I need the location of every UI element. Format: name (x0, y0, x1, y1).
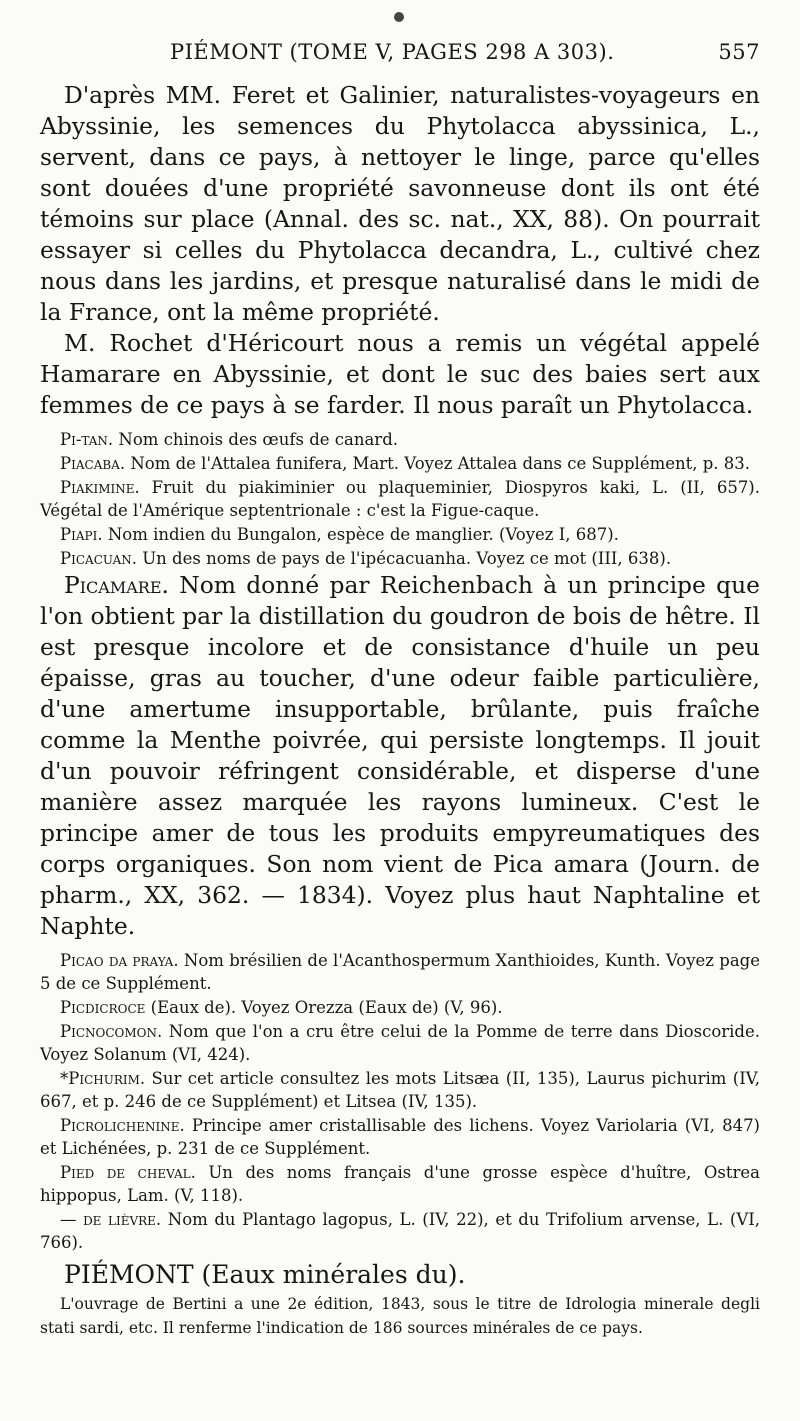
entry-pied-de-cheval (40, 1161, 760, 1207)
entry-pied-de-lievre (40, 1208, 760, 1254)
entry-picacuan (40, 547, 760, 570)
paragraph-hamarare: M. Rochet d'Héricourt nous a remis un végétal appelé Hamarare en Abyssinie, et dont le suc des baies sert aux femmes de ce pays à se farder. Il nous paraît un Phytolacca. (40, 329, 760, 419)
entry-text: Nom brésilien de l'Acanthospermum Xanthioides, Kunth. Voyez page 5 de ce Supplément. (40, 951, 760, 993)
entry-term: Piakimine. (60, 478, 140, 497)
entry-picnocomon (40, 1020, 760, 1066)
entry-picamare (40, 570, 760, 942)
entry-pichurim (40, 1067, 760, 1113)
entry-term: Picdicroce (60, 998, 146, 1017)
entry-text: Un des noms français d'une grosse espèce d'huître, Ostrea hippopus, Lam. (V, 118). (40, 1163, 760, 1205)
page-body (40, 80, 760, 1340)
ink-dot (394, 12, 404, 22)
entry-term: Picao da praya. (60, 951, 179, 970)
entry-text: Principe amer cristallisable des lichens. Voyez Variolaria (VI, 847) et Lichénées, p. 231 de ce Supplément. (40, 1116, 760, 1158)
entry-term: Picnocomon. (60, 1022, 163, 1041)
paragraph-phytolacca: D'après MM. Feret et Galinier, naturalistes-voyageurs en Abyssinie, les semences du Phytolacca abyssinica, L., servent, dans ce pays, à nettoyer le linge, parce qu'elles sont douées d'une propriété savonneuse dont ils ont été témoins sur place (Annal. des sc. nat., XX, 88). On pourrait essayer si celles du Phytolacca decandra, L., cultivé chez nous dans les jardins, et presque naturalisé dans le midi de la France, ont la même propriété. (40, 81, 760, 326)
entry-picao (40, 949, 760, 995)
running-title: PIÉMONT (TOME V, PAGES 298 A 303). (170, 40, 615, 64)
entry-text: Nom indien du Bungalon, espèce de manglier. (Voyez I, 687). (102, 525, 619, 544)
entry-picdicroce (40, 996, 760, 1019)
entry-term: — de lièvre. (60, 1210, 162, 1229)
entry-piakimine (40, 476, 760, 522)
entry-text: (Eaux de). Voyez Orezza (Eaux de) (V, 96). (145, 998, 503, 1017)
entry-pitan (40, 428, 760, 451)
entry-text: Un des noms de pays de l'ipécacuanha. Voyez ce mot (III, 638). (137, 549, 672, 568)
entry-term: Picrolichenine. (60, 1116, 185, 1135)
paragraph-piemont: L'ouvrage de Bertini a une 2e édition, 1843, sous le titre de Idrologia minerale degli stati sardi, etc. Il renferme l'indication de 186 sources minérales de ce pays. (40, 1295, 760, 1337)
section-heading-piemont: PIÉMONT (Eaux minérales du). (64, 1260, 466, 1289)
entry-term: Pied de cheval. (60, 1163, 196, 1182)
page-header (40, 40, 760, 64)
entry-text: Nom du Plantago lagopus, L. (IV, 22), et du Trifolium arvense, L. (VI, 766). (40, 1210, 760, 1252)
entry-text: Fruit du piakiminier ou plaqueminier, Diospyros kaki, L. (II, 657). Végétal de l'Amérique septentrionale : c'est la Figue-caque. (40, 478, 760, 520)
entry-piapi (40, 523, 760, 546)
entry-text: Nom que l'on a cru être celui de la Pomme de terre dans Dioscoride. Voyez Solanum (VI, 424). (40, 1022, 760, 1064)
entry-text: Nom de l'Attalea funifera, Mart. Voyez Attalea dans ce Supplément, p. 83. (125, 454, 751, 473)
entry-text: Sur cet article consultez les mots Litsæa (II, 135), Laurus pichurim (IV, 667, et p. 246 de ce Supplément) et Litsea (IV, 135). (40, 1069, 760, 1111)
entry-piacaba (40, 452, 760, 475)
entry-term: Picacuan. (60, 549, 138, 568)
entry-picrolichenine (40, 1114, 760, 1160)
entry-text: Nom chinois des œufs de canard. (113, 430, 398, 449)
entry-term: Pi-tan. (60, 430, 114, 449)
entry-term: *Pichurim. (60, 1069, 146, 1088)
entry-term: Picamare. (64, 571, 169, 599)
entry-term: Piapi. (60, 525, 103, 544)
entry-text: Nom donné par Reichenbach à un principe que l'on obtient par la distillation du goudron de bois de hêtre. Il est presque incolore et de consistance d'huile un peu épaisse, gras au toucher, d'une odeur faible particulière, d'une amertume insupportable, brûlante, puis fraîche comme la Menthe poivrée, qui persiste longtemps. Il jouit d'un pouvoir réfringent considérable, et disperse d'une manière assez marquée les rayons lumineux. C'est le principe amer de tous les produits empyreumatiques des corps organiques. Son nom vient de Pica amara (Journ. de pharm., XX, 362. — 1834). Voyez plus haut Naphtaline et Naphte. (40, 571, 761, 940)
page-number: 557 (718, 40, 760, 64)
entry-term: Piacaba. (60, 454, 126, 473)
